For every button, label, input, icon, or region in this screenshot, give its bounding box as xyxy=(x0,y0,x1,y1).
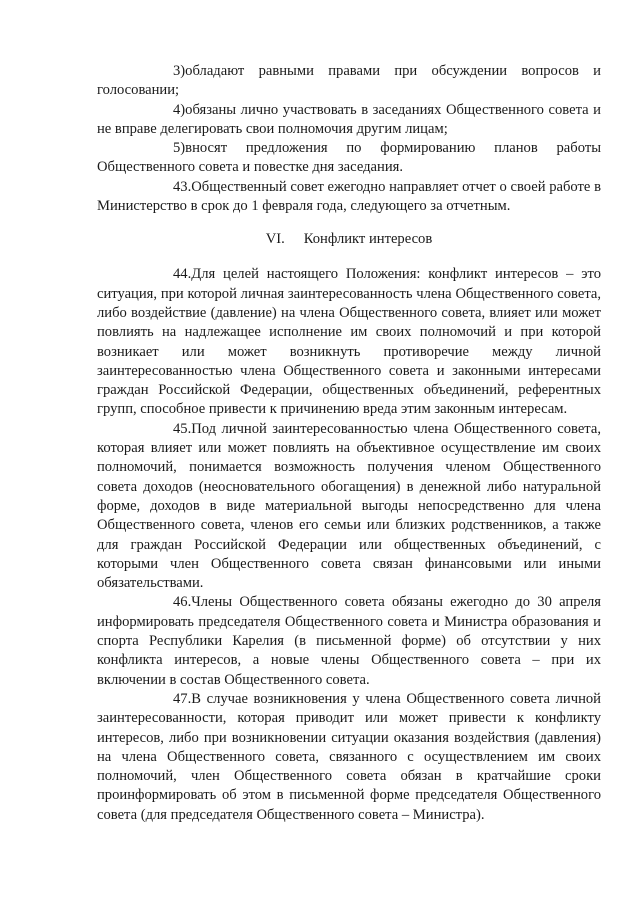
paragraph-46 xyxy=(97,593,601,689)
spacer xyxy=(97,249,601,265)
paragraph-43 xyxy=(97,178,601,217)
section-heading xyxy=(97,230,601,249)
list-item-3 xyxy=(97,62,601,101)
item-text: обязаны лично участвовать в заседаниях Общественного совета и не вправе делегировать свои полномочия другим лицам; xyxy=(97,101,601,137)
item-number: 5) xyxy=(173,140,186,157)
item-text: Под личной заинтересованностью члена Общественного совета, которая влияет или может повлиять на объективное осуществление им своих полномочий, понимается возможность получения членом Общественного совета доходов (неосновательного обогащения) в денежной либо натуральной форме, доходов в виде материальной выгоды непосредственно для члена Общественного совета, членов его семьи или близких родственников, а также для граждан Российской Федерации или общественных объединений, с которыми член Общественного совета связан финансовыми или иными обязательствами. xyxy=(97,420,601,592)
item-text: Для целей настоящего Положения: конфликт интересов – это ситуация, при которой личная заинтересованность члена Общественного совета, либо воздействие (давление) на члена Общественного совета, влияет или может повлиять на надлежащее исполнение им своих полномочий и при которой возникает или может возникнуть противоречие между личной заинтересованностью члена Общественного совета и законными интересами граждан Российской Федерации, общественных объединений, референтных групп, способное привести к причинению вреда этим законным интересам. xyxy=(97,266,601,418)
section-number: VI. xyxy=(265,231,285,248)
item-number: 47. xyxy=(173,690,192,707)
paragraph-47 xyxy=(97,690,601,825)
document-body xyxy=(97,62,601,825)
item-number: 4) xyxy=(173,101,186,118)
paragraph-45 xyxy=(97,420,601,594)
item-text: обладают равными правами при обсуждении вопросов и голосовании; xyxy=(97,63,601,99)
item-number: 3) xyxy=(173,63,186,79)
list-item-5 xyxy=(97,139,601,178)
item-text: В случае возникновения у члена Общественного совета личной заинтересованности, которая приводит или может привести к конфликту интересов, либо при возникновении ситуации оказания воздействия (давления) на члена Общественного совета, связанного с осуществлением им своих полномочий, член Общественного совета обязан в кратчайшие сроки проинформировать об этом в письменной форме председателя Общественного совета (для председателя Общественного совета – Министра). xyxy=(97,690,601,823)
item-text: вносят предложения по формированию планов работы Общественного совета и повестке дня заседания. xyxy=(97,140,601,176)
item-number: 45. xyxy=(173,420,192,437)
item-number: 46. xyxy=(173,594,192,611)
paragraph-44 xyxy=(97,265,601,419)
list-item-4 xyxy=(97,101,601,140)
section-title: Конфликт интересов xyxy=(303,231,433,248)
item-number: 43. xyxy=(173,178,192,195)
item-number: 44. xyxy=(173,266,192,283)
item-text: Общественный совет ежегодно направляет отчет о своей работе в Министерство в срок до 1 февраля года, следующего за отчетным. xyxy=(97,178,601,215)
item-text: Члены Общественного совета обязаны ежегодно до 30 апреля информировать председателя Общественного совета и Министра образования и спорта Республики Карелия (в письменной форме) об отсутствии у них конфликта интересов, а новые члены Общественного совета – при их включении в состав Общественного совета. xyxy=(97,594,601,688)
